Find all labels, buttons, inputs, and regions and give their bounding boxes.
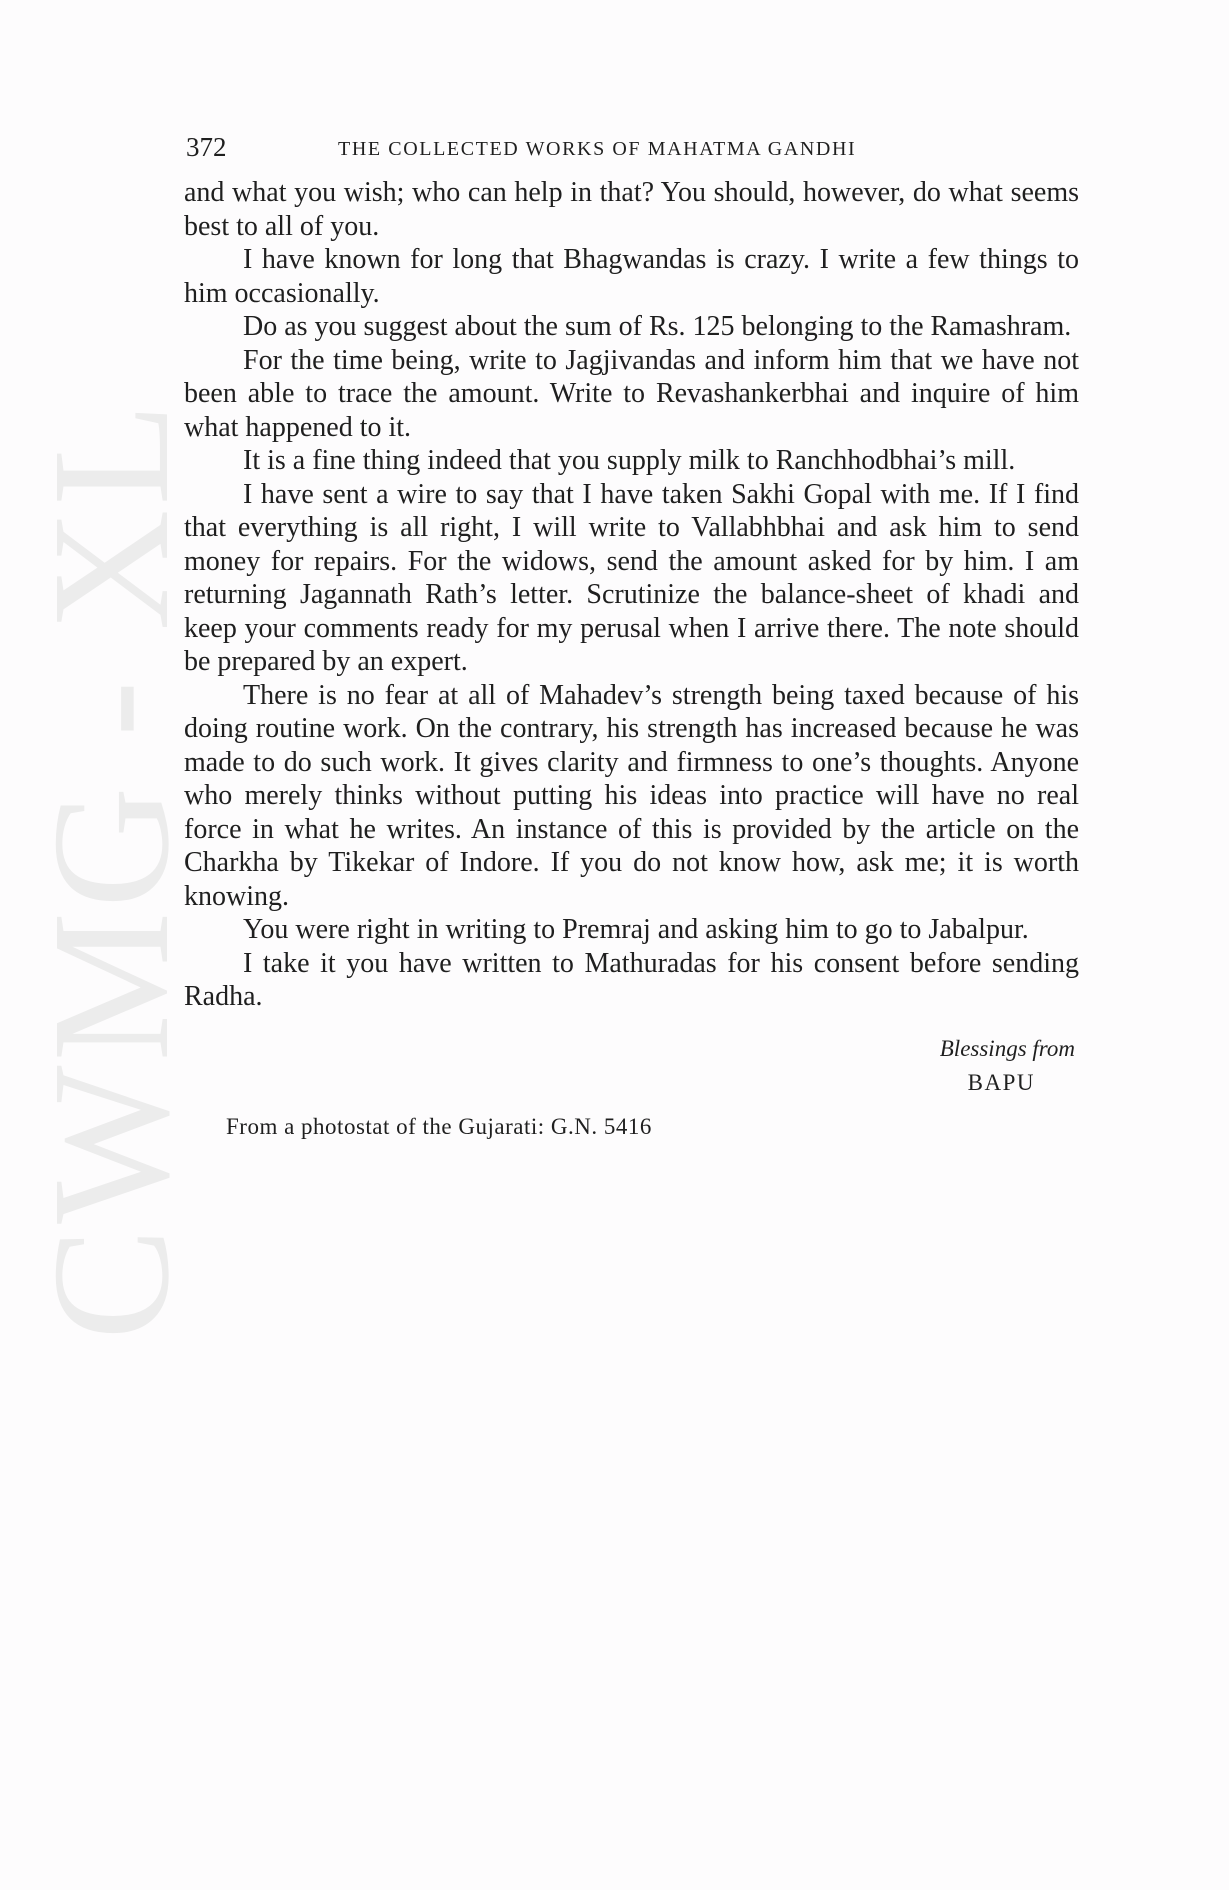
paragraph: You were right in writing to Premraj and asking him to go to Jabalpur.: [243, 914, 1029, 945]
paragraph: Do as you suggest about the sum of Rs. 125 belonging to the Ramashram.: [243, 311, 1072, 342]
source-note: From a photostat of the Gujarati: G.N. 5416: [226, 1113, 652, 1139]
paragraph: I have known for long that Bhagwandas is crazy. I write a few things to him occasionally.: [184, 244, 1079, 309]
blessing-line: Blessings from: [939, 1035, 1075, 1061]
paragraph: and what you wish; who can help in that? You should, however, do what seems best to all of you.: [184, 177, 1079, 242]
paragraph: For the time being, write to Jagjivandas and inform him that we have not been able to trace the amount. Write to Revashankerbhai and inquire of him what happened to it.: [184, 344, 1079, 443]
paragraph: There is no fear at all of Mahadev’s strength being taxed because of his doing routine work. On the contrary, his strength has increased because he was made to do such work. It gives clarity and firmness to one’s thoughts. Anyone who merely thinks without putting his ideas into practice will have no real force in what he writes. An instance of this is provided by the article on the Charkha by Tikekar of Indore. If you do not know how, ask me; it is worth knowing.: [184, 679, 1079, 912]
paragraph: I take it you have written to Mathuradas for his consent before sending Radha.: [184, 947, 1079, 1012]
paragraph: It is a fine thing indeed that you supply milk to Ranchhodbhai’s mill.: [243, 445, 1016, 476]
signoff: [184, 1032, 1079, 1100]
page: [184, 126, 1079, 1140]
running-head: [184, 126, 1079, 166]
page-number: 372: [186, 132, 227, 162]
running-title: THE COLLECTED WORKS OF MAHATMA GANDHI: [338, 138, 857, 160]
paragraph: I have sent a wire to say that I have taken Sakhi Gopal with me. If I find that everything is all right, I will write to Vallabhbhai and ask him to send money for repairs. For the widows, send the amount asked for by him. I am returning Jagannath Rath’s letter. Scrutinize the balance-sheet of khadi and keep your comments ready for my perusal when I arrive there. The note should be prepared by an expert.: [184, 478, 1079, 677]
watermark: CWMG - XL: [18, 398, 204, 1340]
letter-body: [184, 176, 1079, 1014]
signature: BAPU: [967, 1069, 1035, 1095]
